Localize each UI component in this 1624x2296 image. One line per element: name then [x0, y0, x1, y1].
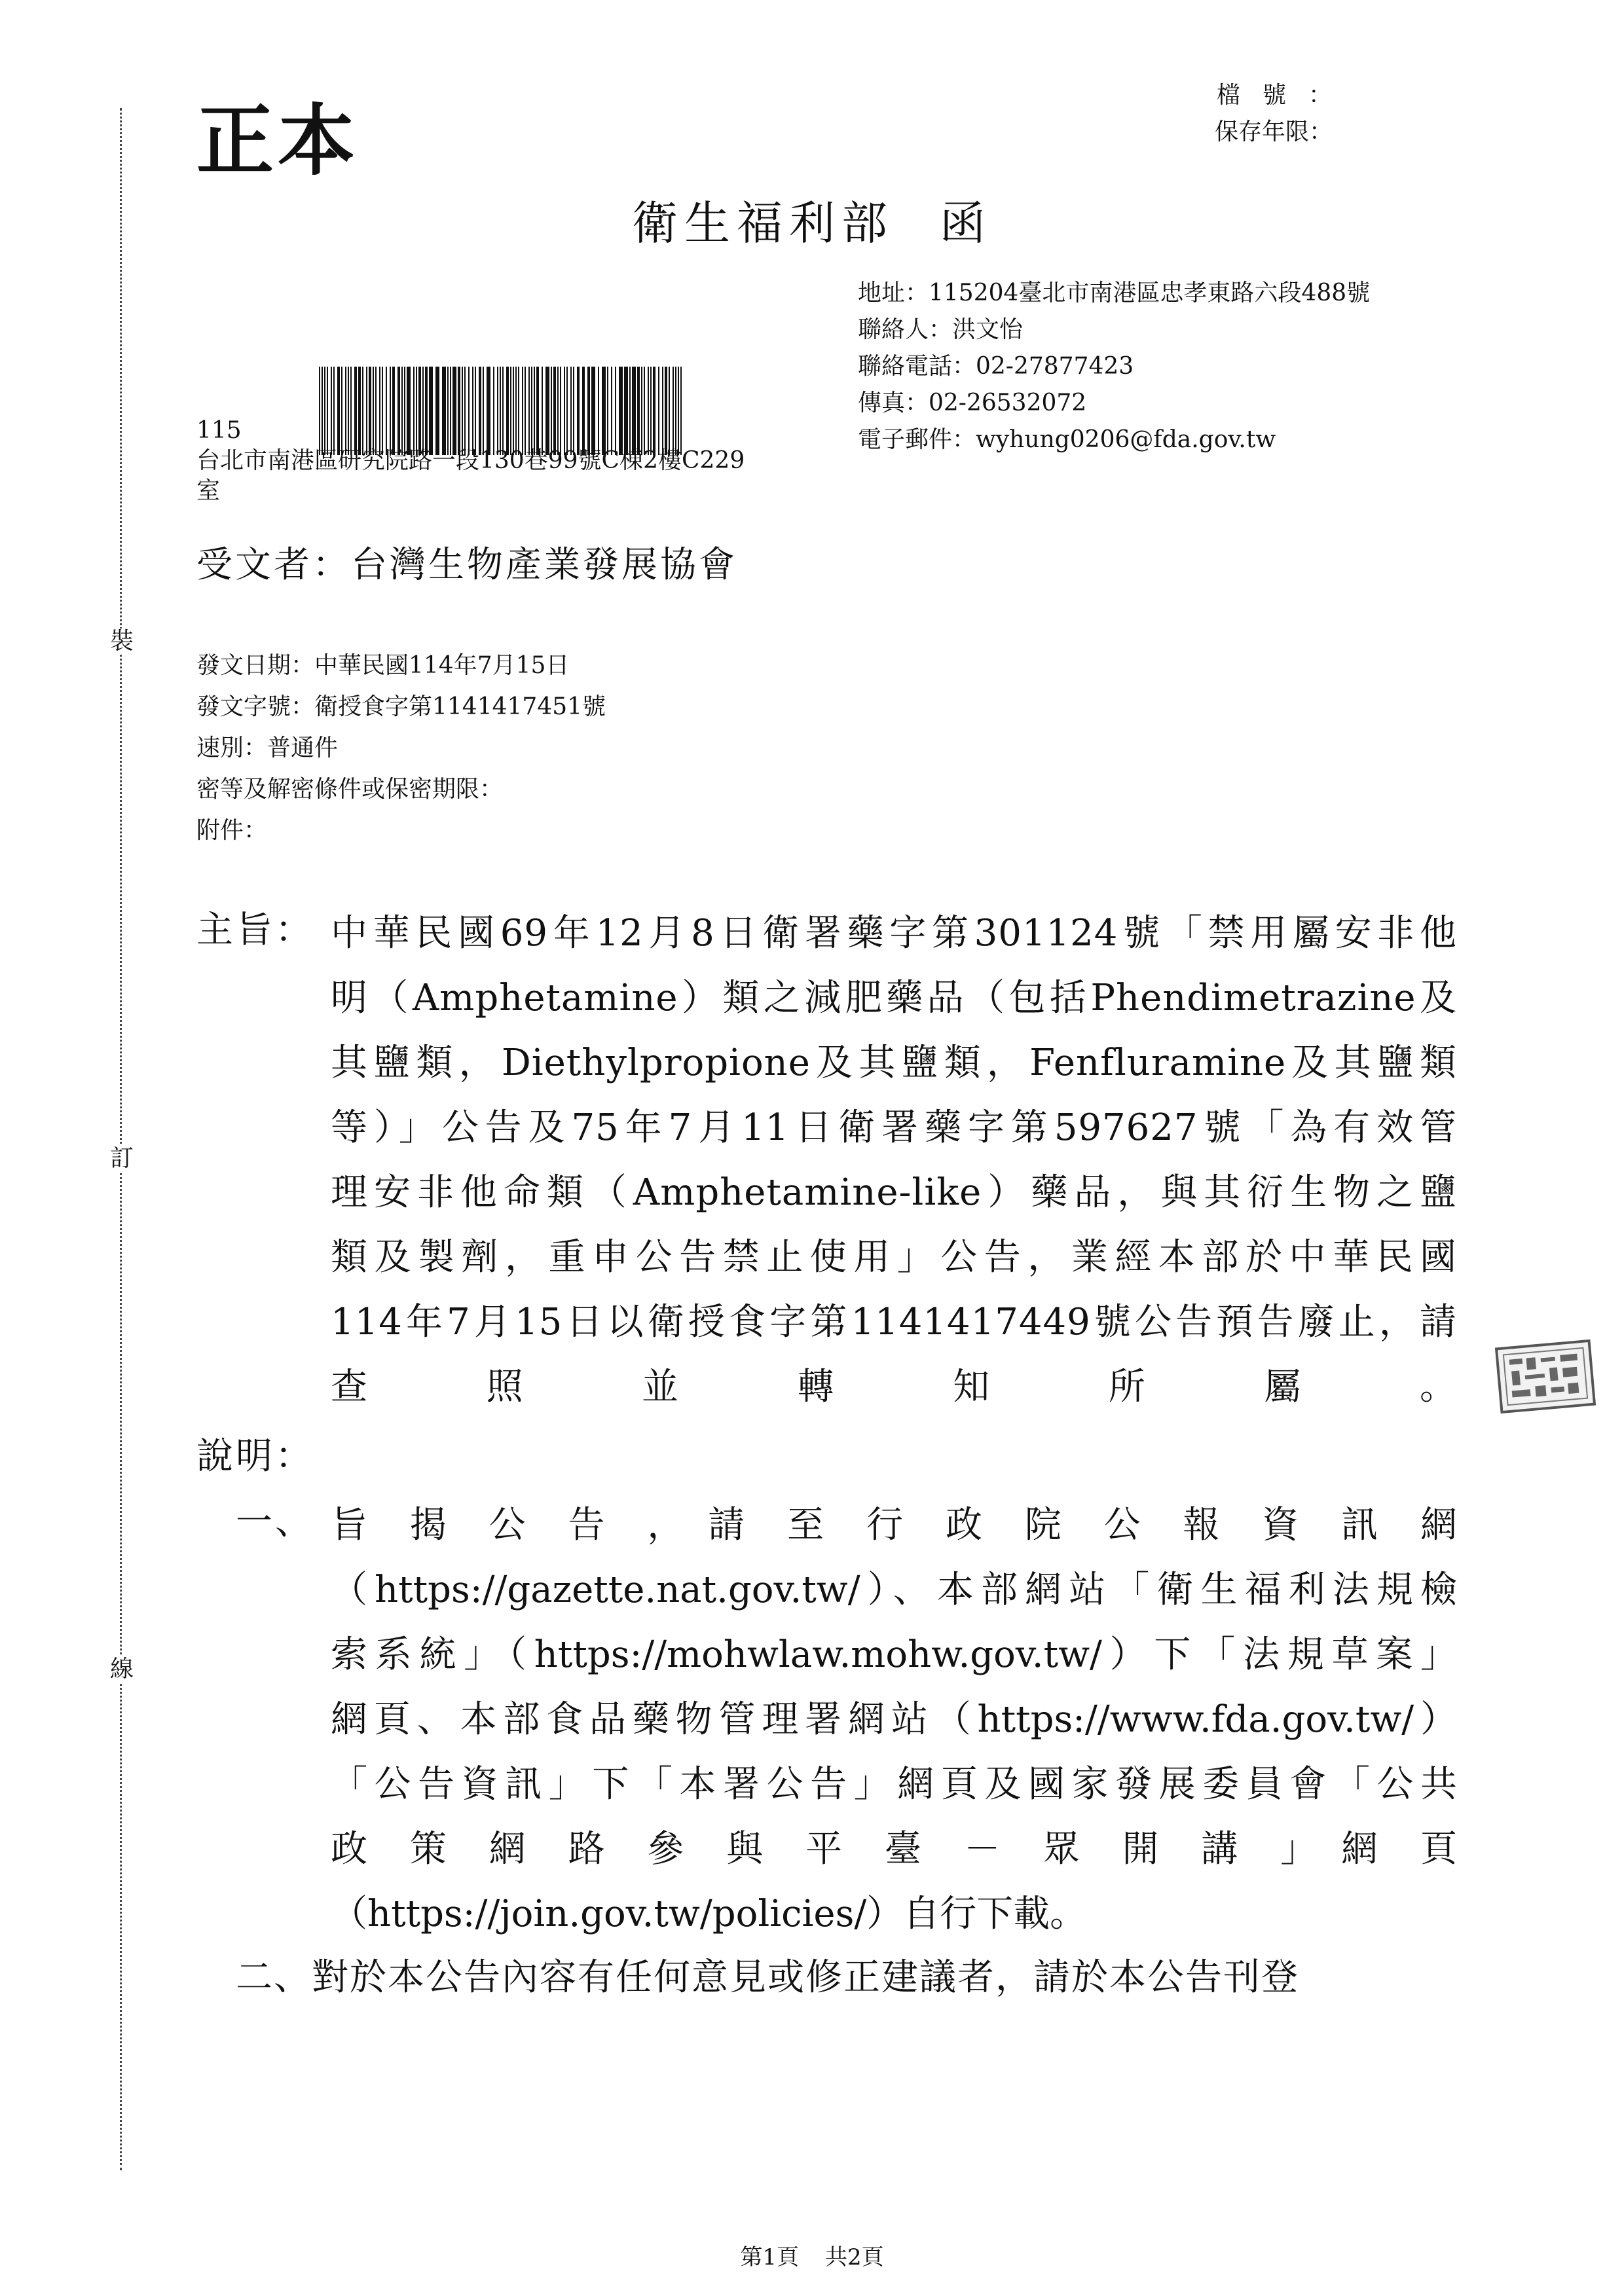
secrecy-level: 密等及解密條件或保密期限： [196, 776, 504, 803]
explanation-line: 政 策 網 路 參 與 平 臺 － 眾 開 講 」 網 頁 [331, 1828, 1457, 1870]
explanation-line: 「公告資訊」下「本署公告」網頁及國家發展委員會「公共 [331, 1763, 1457, 1806]
explanation-item-number: 一、 [236, 1501, 314, 1543]
attachment: 附件： [196, 817, 268, 844]
explanation-line: （https://join.gov.tw/policies/）自行下載。 [331, 1893, 1087, 1935]
document-meta [196, 645, 606, 851]
binding-line [120, 108, 122, 2170]
subject-line: 理安非他命類（Amphetamine-like）藥品，與其衍生物之鹽 [331, 1171, 1457, 1214]
contact-email: 電子郵件：wyhung0206@fda.gov.tw [858, 426, 1276, 453]
explanation-line: 旨 揭 公 告 ， 請 至 行 政 院 公 報 資 訊 網 [331, 1504, 1457, 1546]
explanation-item-1 [331, 1493, 1457, 1946]
explanation-line: 索系統」（https://mohwlaw.mohw.gov.tw/）下「法規草案」 [331, 1633, 1457, 1676]
page-footer [0, 2239, 1624, 2271]
subject-line: 查照並轉知所屬。 [331, 1366, 1457, 1408]
subject-label: 主旨： [196, 909, 314, 951]
retention-period-label: 保存年限： [1215, 118, 1333, 145]
subject-line: 等）」公告及75年7月11日衛署藥字第597627號「為有效管 [331, 1106, 1457, 1149]
official-seal [1494, 1338, 1598, 1415]
agency-name: 衛生福利部 [632, 196, 894, 250]
subject-line: 中華民國69年12月8日衛署藥字第301124號「禁用屬安非他 [331, 912, 1457, 955]
subject-line: 類及製劑，重申公告禁止使用」公告，業經本部於中華民國 [331, 1236, 1457, 1279]
document-number: 發文字號：衛授食字第1141417451號 [196, 693, 606, 720]
contact-person: 聯絡人：洪文怡 [858, 316, 1024, 343]
subject-line: 明（Amphetamine）類之減肥藥品（包括Phendimetrazine及 [331, 977, 1457, 1019]
page-total: 共2頁 [825, 2244, 884, 2270]
subject-text [331, 901, 1457, 1419]
recipient: 受文者：台灣生物產業發展協會 [196, 543, 738, 585]
explanation-item-2: 二、對於本公告內容有任何意見或修正建議者，請於本公告刊登 [236, 1956, 1299, 1999]
document-type: 函 [940, 196, 992, 250]
subject-line: 其鹽類，Diethylpropione及其鹽類，Fenfluramine及其鹽類 [331, 1042, 1457, 1084]
document-title [0, 187, 1624, 253]
page-number: 第1頁 [740, 2244, 799, 2270]
recipient-address-line1: 台北市南港區研究院路一段130巷99號C棟2樓C229 [196, 447, 745, 474]
binding-mark-zhuang: 裝 [109, 628, 134, 655]
contact-phone: 聯絡電話：02-27877423 [858, 353, 1134, 380]
explanation-label: 說明： [196, 1435, 314, 1478]
binding-mark-ding: 訂 [109, 1145, 134, 1172]
original-copy-stamp: 正本 [196, 95, 360, 186]
issue-date: 發文日期：中華民國114年7月15日 [196, 652, 570, 679]
delivery-speed: 速別：普通件 [196, 735, 339, 761]
recipient-address-line2: 室 [196, 477, 221, 504]
explanation-line: （https://gazette.nat.gov.tw/）、本部網站「衛生福利法規檢 [331, 1569, 1457, 1611]
recipient-zip: 115 [196, 417, 242, 444]
recipient-address [196, 416, 864, 506]
subject-line: 114年7月15日以衛授食字第1141417449號公告預告廢止，請 [331, 1301, 1457, 1343]
address-line: 地址：115204臺北市南港區忠孝東路六段488號 [858, 280, 1371, 306]
contact-fax: 傳真：02-26532072 [858, 390, 1087, 416]
binding-mark-xian: 線 [109, 1656, 134, 1683]
explanation-line: 網頁、本部食品藥物管理署網站（https://www.fda.gov.tw/） [331, 1698, 1457, 1741]
contact-info [858, 275, 1370, 458]
file-info [1215, 77, 1354, 151]
file-number-label: 檔號： [1217, 82, 1355, 109]
